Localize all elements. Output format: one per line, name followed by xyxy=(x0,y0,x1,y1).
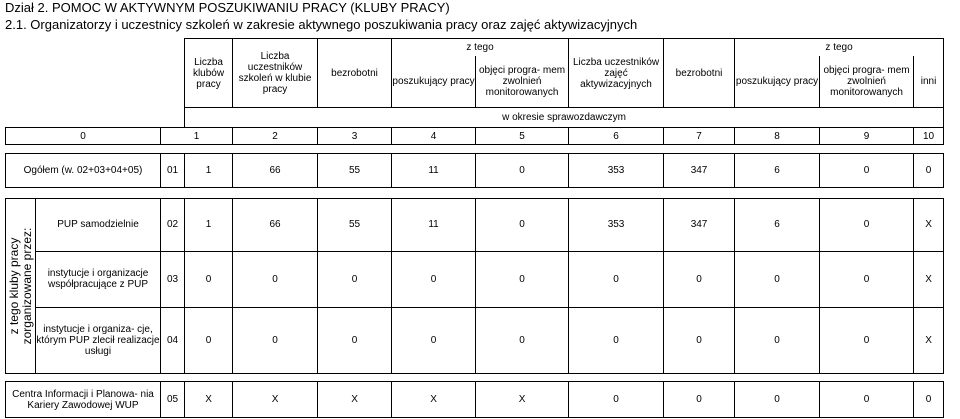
row-code: 04 xyxy=(161,307,185,373)
header-objeci-2: objęci progra- mem zwolnień monitorowanych xyxy=(820,56,914,108)
cell-value: 0 xyxy=(735,382,820,418)
header-poszukujacy-2: poszukujący pracy xyxy=(735,56,820,108)
cell-value: 55 xyxy=(318,154,392,188)
column-number: 3 xyxy=(318,128,392,145)
cell-value: 0 xyxy=(233,307,318,373)
header-inni: inni xyxy=(914,56,944,108)
header-z-tego-2: z tego xyxy=(735,39,944,56)
cell-value: 353 xyxy=(569,154,664,188)
cell-value: 347 xyxy=(664,199,735,252)
table-row-wspolpracujace xyxy=(6,251,944,307)
section-heading: Dział 2. POMOC W AKTYWNYM POSZUKIWANIU PRACY (KLUBY PRACY) xyxy=(5,0,450,15)
cell-value: 0 xyxy=(820,154,914,188)
cell-value: 0 xyxy=(476,251,569,307)
cell-value: 11 xyxy=(392,154,476,188)
row-label: instytucje i organiza- cje, którym PUP zlecił realizacje usługi xyxy=(36,307,161,373)
cell-value: 0 xyxy=(476,199,569,252)
cell-value: X xyxy=(233,382,318,418)
column-number: 6 xyxy=(569,128,664,145)
cell-value: 55 xyxy=(318,199,392,252)
column-number: 1 xyxy=(161,128,233,145)
table-title: 2.1. Organizatorzy i uczestnicy szkoleń w zakresie aktywnego poszukiwania pracy oraz zajęć aktywizacyjnych xyxy=(5,17,638,32)
cell-value: X xyxy=(914,199,944,252)
header-poszukujacy-1: poszukujący pracy xyxy=(392,56,476,108)
cell-value: 0 xyxy=(392,307,476,373)
column-number: 7 xyxy=(664,128,735,145)
cell-value: X xyxy=(185,382,233,418)
cell-value: 6 xyxy=(735,199,820,252)
column-number: 2 xyxy=(233,128,318,145)
cell-value: 0 xyxy=(185,251,233,307)
column-number: 5 xyxy=(476,128,569,145)
cell-value: 1 xyxy=(185,199,233,252)
cell-value: 0 xyxy=(392,251,476,307)
row-label: Ogółem (w. 02+03+04+05) xyxy=(6,154,161,188)
cell-value: 66 xyxy=(233,154,318,188)
column-number: 9 xyxy=(820,128,914,145)
cell-value: 0 xyxy=(476,307,569,373)
row-code: 01 xyxy=(161,154,185,188)
header-liczba-klubow: Liczba klubów pracy xyxy=(185,39,233,108)
cell-value: 0 xyxy=(820,307,914,373)
header-liczba-uczestnikow-zajec: Liczba uczestników zajęć aktywizacyjnych xyxy=(569,39,664,108)
cell-value: 0 xyxy=(233,251,318,307)
cell-value: X xyxy=(318,382,392,418)
table-row-zlecil xyxy=(6,307,944,373)
group-label-cell xyxy=(6,199,36,374)
column-number: 8 xyxy=(735,128,820,145)
cell-value: 0 xyxy=(820,251,914,307)
column-number: 10 xyxy=(914,128,944,145)
cell-value: 0 xyxy=(318,307,392,373)
header-liczba-uczestnikow-szkolen: Liczba uczestników szkoleń w klubie pracy xyxy=(233,39,318,108)
cell-value: 66 xyxy=(233,199,318,252)
cell-value: 0 xyxy=(569,251,664,307)
cell-value: 0 xyxy=(664,307,735,373)
header-z-tego-1: z tego xyxy=(392,39,569,56)
column-number: 0 xyxy=(6,128,161,145)
cell-value: 0 xyxy=(476,154,569,188)
row-code: 03 xyxy=(161,251,185,307)
header-period: w okresie sprawozdawczym xyxy=(185,108,944,128)
cell-value: 0 xyxy=(820,382,914,418)
cell-value: 0 xyxy=(735,307,820,373)
header-bezrobotni-2: bezrobotni xyxy=(664,39,735,108)
cell-value: 6 xyxy=(735,154,820,188)
cell-value: 0 xyxy=(735,251,820,307)
cell-value: 347 xyxy=(664,154,735,188)
row-code: 02 xyxy=(161,199,185,252)
column-number: 4 xyxy=(392,128,476,145)
row-label: instytucje i organizacje współpracujące z PUP xyxy=(36,251,161,307)
row-code: 05 xyxy=(161,382,185,418)
row-label: PUP samodzielnie xyxy=(36,199,161,252)
group-label: z tego kluby pracy zorganizowane przez: xyxy=(6,227,34,345)
header-objeci-1: objęci progra- mem zwolnień monitorowanych xyxy=(476,56,569,108)
statistics-table xyxy=(5,38,944,418)
cell-value: 0 xyxy=(569,382,664,418)
cell-value: 0 xyxy=(914,382,944,418)
header-blank xyxy=(6,39,185,108)
cell-value: 0 xyxy=(185,307,233,373)
cell-value: 11 xyxy=(392,199,476,252)
cell-value: 1 xyxy=(185,154,233,188)
cell-value: X xyxy=(476,382,569,418)
cell-value: X xyxy=(392,382,476,418)
table-row-pup xyxy=(6,199,944,252)
cell-value: 0 xyxy=(664,382,735,418)
header-bezrobotni-1: bezrobotni xyxy=(318,39,392,108)
cell-value: 0 xyxy=(820,199,914,252)
cell-value: 0 xyxy=(914,154,944,188)
table-row-cizp xyxy=(6,382,944,418)
cell-value: X xyxy=(914,251,944,307)
row-label: Centra Informacji i Planowa- nia Kariery Zawodowej WUP xyxy=(6,382,161,418)
cell-value: 0 xyxy=(664,251,735,307)
period-blank xyxy=(6,108,185,128)
cell-value: 353 xyxy=(569,199,664,252)
cell-value: 0 xyxy=(318,251,392,307)
cell-value: 0 xyxy=(569,307,664,373)
cell-value: X xyxy=(914,307,944,373)
table-row-ogolem xyxy=(6,154,944,188)
